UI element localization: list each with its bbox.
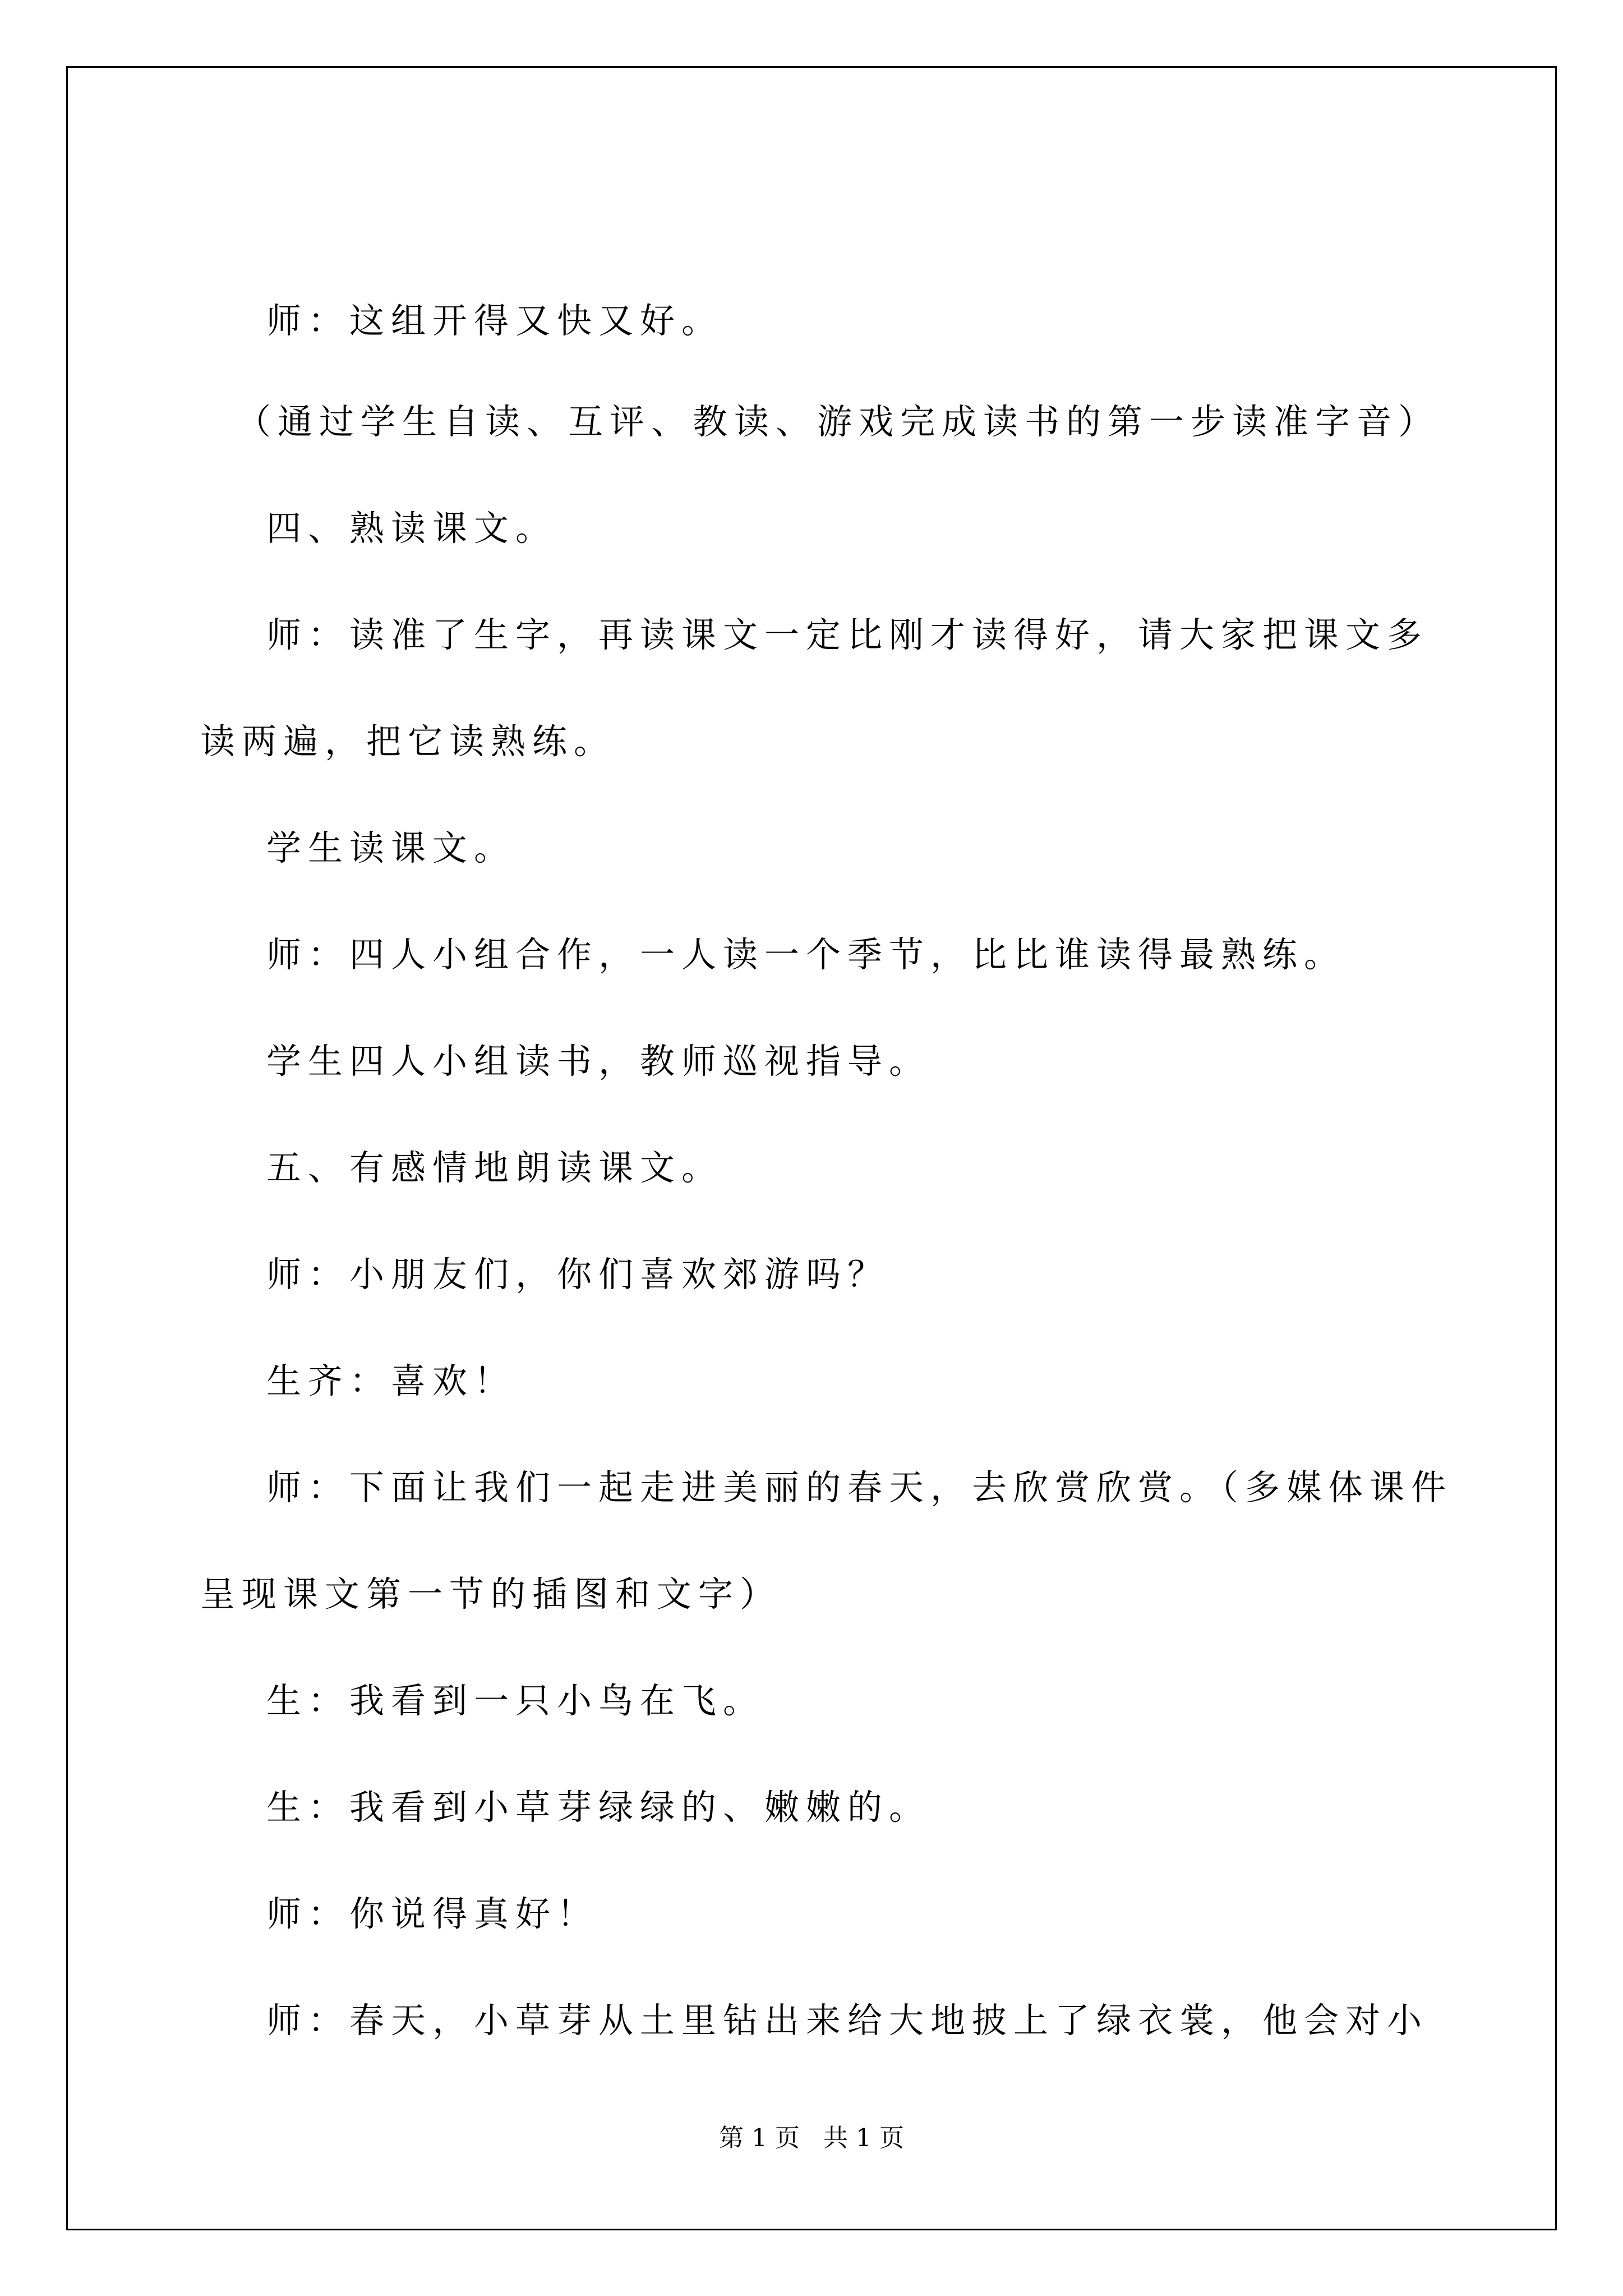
paragraph-line: 师：这组开得又快又好。 [266, 300, 723, 341]
section-heading: 五、有感情地朗读课文。 [266, 1147, 723, 1188]
paragraph-line: 生：我看到小草芽绿绿的、嫩嫩的。 [266, 1787, 931, 1828]
paragraph-line: 学生读课文。 [266, 827, 516, 868]
paragraph-line: 学生四人小组读书，教师巡视指导。 [266, 1041, 931, 1082]
page-border [66, 66, 1557, 2230]
paragraph-line: （通过学生自读、互评、教读、游戏完成读书的第一步读准字音） [236, 401, 1440, 442]
section-heading: 四、熟读课文。 [266, 508, 557, 549]
page-number-footer: 第 1 页 共 1 页 [719, 2124, 904, 2152]
paragraph-line: 师：春天，小草芽从土里钻出来给大地披上了绿衣裳，他会对小 [266, 2000, 1429, 2041]
paragraph-line: 生齐：喜欢！ [266, 1360, 516, 1401]
paragraph-line: 呈现课文第一节的插图和文字） [200, 1573, 782, 1614]
paragraph-line: 师：四人小组合作，一人读一个季节，比比谁读得最熟练。 [266, 934, 1346, 975]
paragraph-line: 读两遍，把它读熟练。 [200, 721, 616, 762]
paragraph-line: 师：小朋友们，你们喜欢郊游吗？ [266, 1254, 889, 1295]
paragraph-line: 生：我看到一只小鸟在飞。 [266, 1680, 765, 1721]
document-body [68, 68, 1555, 2229]
paragraph-line: 师：读准了生字，再读课文一定比刚才读得好，请大家把课文多 [266, 614, 1429, 655]
paragraph-line: 师：下面让我们一起走进美丽的春天，去欣赏欣赏。（多媒体课件 [266, 1467, 1453, 1508]
paragraph-line: 师：你说得真好！ [266, 1893, 599, 1934]
